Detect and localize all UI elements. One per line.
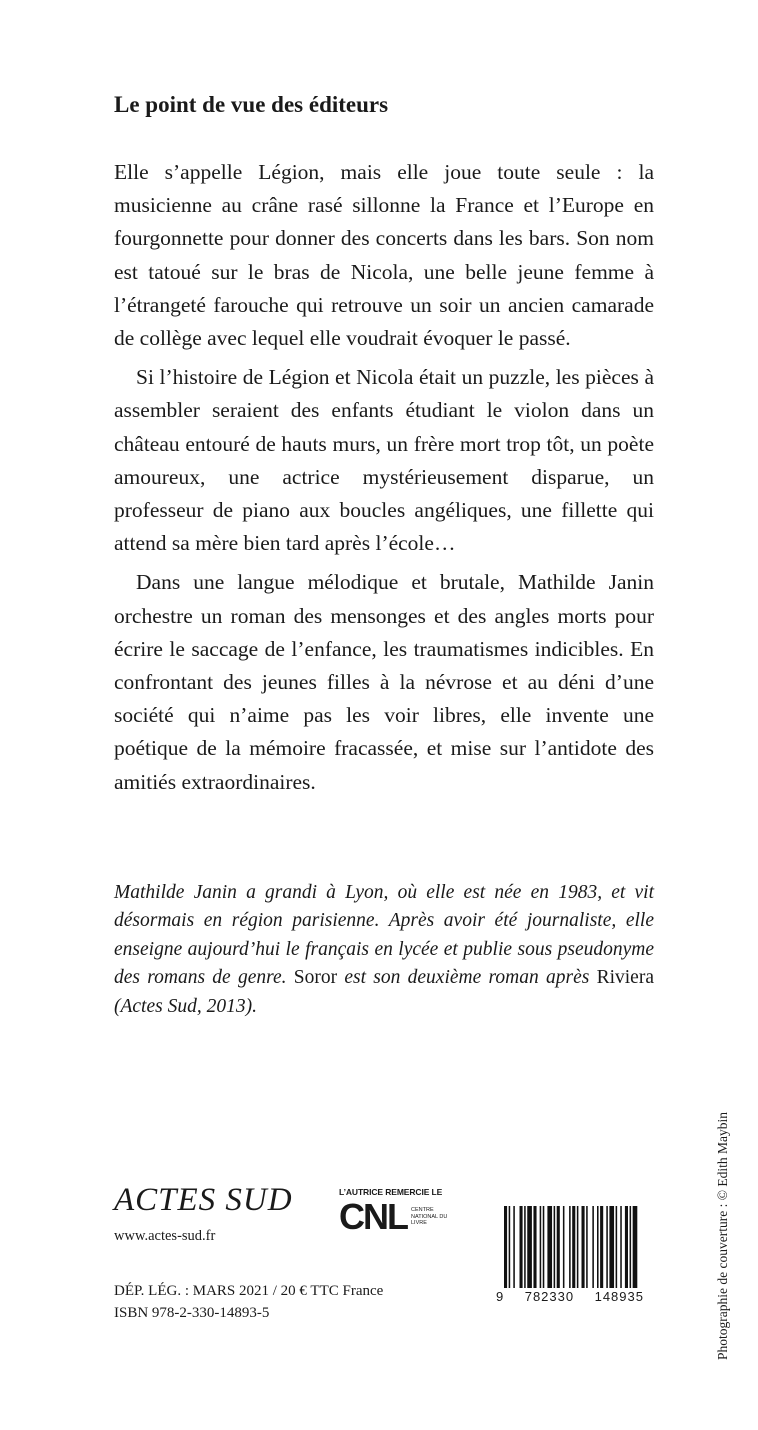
barcode-bar (586, 1206, 588, 1288)
cnl-letters: CNL (339, 1196, 407, 1237)
barcode-bar (606, 1206, 608, 1288)
barcode-bar (600, 1206, 603, 1288)
section-heading: Le point de vue des éditeurs (114, 92, 389, 117)
barcode-bar (609, 1206, 614, 1288)
blurb-paragraph: Elle s’appelle Légion, mais elle joue toute seule : la musicienne au crâne rasé sillonne la France et l’Europe en fourgonnette pour donner des concerts dans les bars. Son nom est tatoué sur le bras de Nicola, une belle jeune femme à l’étrangeté farouche qui retrouve un soir un ancien camarade de collège avec lequel elle voudrait évoquer le passé. (114, 160, 654, 351)
barcode (496, 1206, 644, 1304)
cnl-thanks: L’AUTRICE REMERCIE LE (339, 1187, 443, 1197)
publisher-logo: ACTES SUD (114, 1182, 293, 1218)
cnl-subtitle: CENTRE NATIONAL DU LIVRE (411, 1207, 448, 1227)
barcode-bar (582, 1206, 585, 1288)
barcode-bar (597, 1206, 599, 1288)
barcode-digit-lead: 9 (496, 1289, 505, 1304)
barcode-bar (504, 1206, 507, 1288)
barcode-bar (540, 1206, 542, 1288)
cnl-logo (339, 1187, 451, 1235)
book-title-soror: Soror (293, 967, 338, 989)
blurb-paragraph: Si l’histoire de Légion et Nicola était un puzzle, les pièces à assembler seraient des enfants étudiant le violon dans un château entouré de hauts murs, un frère mort trop tôt, un poète amoureux, une actrice mystérieusement disparue, un professeur de piano aux boucles angéliques, une fillette qui attend sa mère bien tard après l’école… (114, 365, 654, 556)
barcode-bar (520, 1206, 523, 1288)
barcode-bar (557, 1206, 560, 1288)
barcode-bars (496, 1206, 644, 1288)
barcode-bar (630, 1206, 632, 1288)
barcode-bar (543, 1206, 545, 1288)
barcode-digits-right: 148935 (594, 1289, 644, 1304)
barcode-bar (547, 1206, 552, 1288)
author-bio-text: Mathilde Janin a grandi à Lyon, où elle est née en 1983, et vit désormais en région parisienne. Après avoir été journaliste, elle enseigne aujourd’hui le français en lycée et publie sous pseudonyme des romans de genre. (114, 882, 654, 989)
barcode-bar (633, 1206, 638, 1288)
barcode-bar (577, 1206, 579, 1288)
blurb-paragraph: Dans une langue mélodique et brutale, Mathilde Janin orchestre un roman des mensonges et des angles morts pour écrire le saccage de l’enfance, les traumatismes indicibles. En confrontant des jeunes filles à la névrose et au déni d’une société qui n’aime pas les voir libres, elle invente une poétique de la mémoire fracassée, et mise sur l’antidote des amitiés extraordinaires. (114, 570, 654, 794)
author-bio (114, 879, 654, 1021)
barcode-bar (554, 1206, 556, 1288)
barcode-bar (509, 1206, 511, 1288)
barcode-bar (527, 1206, 532, 1288)
barcode-bar (533, 1206, 536, 1288)
photo-credit: Photographie de couverture : © Edith Maybin (715, 1112, 730, 1360)
barcode-bar (592, 1206, 594, 1288)
barcode-bar (524, 1206, 526, 1288)
book-title-riviera: Riviera (596, 967, 654, 989)
barcode-bar (572, 1206, 575, 1288)
isbn: ISBN 978-2-330-14893-5 (114, 1305, 270, 1321)
barcode-bar (625, 1206, 628, 1288)
barcode-bar (513, 1206, 515, 1288)
author-bio-text: est son deuxième roman après (337, 967, 597, 989)
barcode-bar (569, 1206, 571, 1288)
barcode-bar (620, 1206, 622, 1288)
legal-info (114, 1280, 383, 1324)
barcode-bar (563, 1206, 565, 1288)
publisher-url: www.actes-sud.fr (114, 1228, 216, 1244)
blurb-text (114, 156, 654, 805)
barcode-digits-left: 782330 (524, 1289, 575, 1304)
author-bio-text: (Actes Sud, 2013). (114, 995, 257, 1017)
barcode-bar (616, 1206, 618, 1288)
legal-deposit: DÉP. LÉG. : MARS 2021 / 20 € TTC France (114, 1283, 384, 1299)
